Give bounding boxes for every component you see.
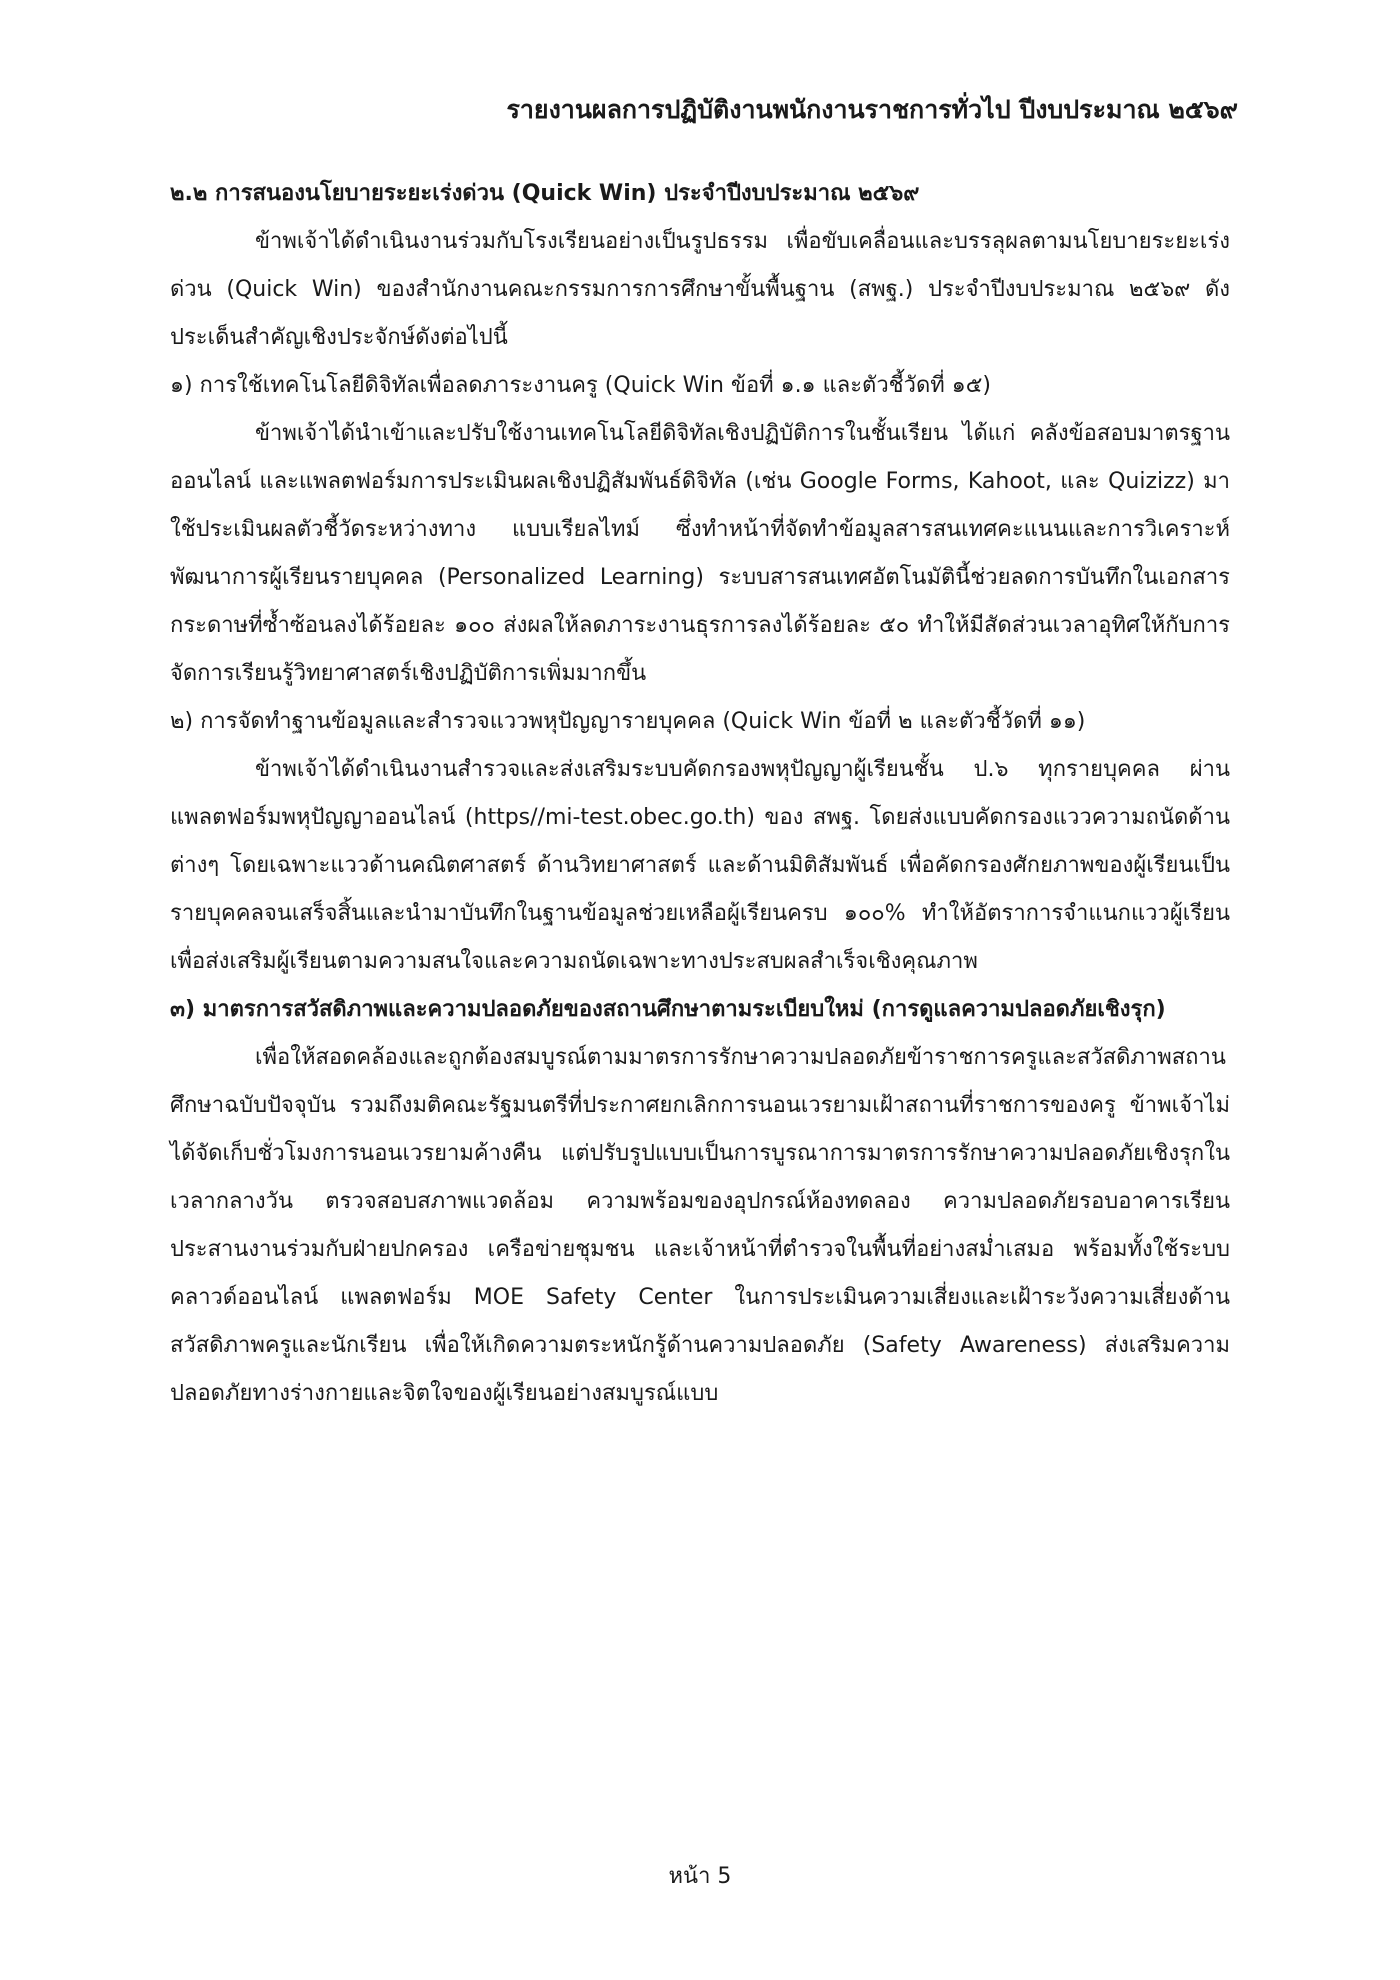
item-3-body: เพื่อให้สอดคล้องและถูกต้องสมบูรณ์ตามมาตรการรักษาความปลอดภัยข้าราชการครูและสวัสดิภาพสถานศึกษาฉบับปัจจุบัน รวมถึงมติคณะรัฐมนตรีที่ประกาศยกเลิกการนอนเวรยามเฝ้าสถานที่ราชการของครู ข้าพเจ้าไม่ได้จัดเก็บชั่วโมงการนอนเวรยามค้างคืน แต่ปรับรูปแบบเป็นการบูรณาการมาตรการรักษาความปลอดภัยเชิงรุกในเวลากลางวัน ตรวจสอบสภาพแวดล้อม ความพร้อมของอุปกรณ์ห้องทดลอง ความปลอดภัยรอบอาคารเรียน ประสานงานร่วมกับฝ่ายปกครอง เครือข่ายชุมชน และเจ้าหน้าที่ตำรวจในพื้นที่อย่างสม่ำเสมอ พร้อมทั้งใช้ระบบคลาวด์ออนไลน์ แพลตฟอร์ม MOE Safety Center ในการประเมินความเสี่ยงและเฝ้าระวังความเสี่ยงด้านสวัสดิภาพครูและนักเรียน เพื่อให้เกิดความตระหนักรู้ด้านความปลอดภัย (Safety Awareness) ส่งเสริมความปลอดภัยทางร่างกายและจิตใจของผู้เรียนอย่างสมบูรณ์แบบ xyxy=(170,1045,1230,1406)
intro-paragraph: ข้าพเจ้าได้ดำเนินงานร่วมกับโรงเรียนอย่างเป็นรูปธรรม เพื่อขับเคลื่อนและบรรลุผลตามนโยบายระยะเร่งด่วน (Quick Win) ของสำนักงานคณะกรรมการการศึกษาขั้นพื้นฐาน (สพฐ.) ประจำปีงบประมาณ ๒๕๖๙ ดังประเด็นสำคัญเชิงประจักษ์ดังต่อไปนี้ xyxy=(170,229,1230,350)
page-number: หน้า 5 xyxy=(668,1864,732,1889)
item-2-title: ๒) การจัดทำฐานข้อมูลและสำรวจแววพหุปัญญารายบุคคล (Quick Win ข้อที่ ๒ และตัวชี้วัดที่ ๑๑) xyxy=(170,709,1086,734)
running-header: รายงานผลการปฏิบัติงานพนักงานราชการทั่วไป ปีงบประมาณ ๒๕๖๙ xyxy=(506,95,1238,124)
item-2-body: ข้าพเจ้าได้ดำเนินงานสำรวจและส่งเสริมระบบคัดกรองพหุปัญญาผู้เรียนชั้น ป.๖ ทุกรายบุคคล ผ่านแพลตฟอร์มพหุปัญญาออนไลน์ (https//mi-test.obec.go.th) ของ สพฐ. โดยส่งแบบคัดกรองแววความถนัดด้านต่างๆ โดยเฉพาะแววด้านคณิตศาสตร์ ด้านวิทยาศาสตร์ และด้านมิติสัมพันธ์ เพื่อคัดกรองศักยภาพของผู้เรียนเป็นรายบุคคลจนเสร็จสิ้นและนำมาบันทึกในฐานข้อมูลช่วยเหลือผู้เรียนครบ ๑๐๐% ทำให้อัตราการจำแนกแววผู้เรียนเพื่อส่งเสริมผู้เรียนตามความสนใจและความถนัดเฉพาะทางประสบผลสำเร็จเชิงคุณภาพ xyxy=(170,757,1230,974)
item-1-body: ข้าพเจ้าได้นำเข้าและปรับใช้งานเทคโนโลยีดิจิทัลเชิงปฏิบัติการในชั้นเรียน ได้แก่ คลังข้อสอบมาตรฐานออนไลน์ และแพลตฟอร์มการประเมินผลเชิงปฏิสัมพันธ์ดิจิทัล (เช่น Google Forms, Kahoot, และ Quizizz) มาใช้ประเมินผลตัวชี้วัดระหว่างทาง แบบเรียลไทม์ ซึ่งทำหน้าที่จัดทำข้อมูลสารสนเทศคะแนนและการวิเคราะห์พัฒนาการผู้เรียนรายบุคคล (Personalized Learning) ระบบสารสนเทศอัตโนมัตินี้ช่วยลดการบันทึกในเอกสารกระดาษที่ซ้ำซ้อนลงได้ร้อยละ ๑๐๐ ส่งผลให้ลดภาระงานธุรการลงได้ร้อยละ ๕๐ ทำให้มีสัดส่วนเวลาอุทิศให้กับการจัดการเรียนรู้วิทยาศาสตร์เชิงปฏิบัติการเพิ่มมากขึ้น xyxy=(170,421,1230,686)
section-heading: ๒.๒ การสนองนโยบายระยะเร่งด่วน (Quick Win) ประจำปีงบประมาณ ๒๕๖๙ xyxy=(170,181,920,206)
item-3-title: ๓) มาตรการสวัสดิภาพและความปลอดภัยของสถานศึกษาตามระเบียบใหม่ (การดูแลความปลอดภัยเชิงรุก) xyxy=(170,997,1166,1022)
document-body xyxy=(170,170,1230,1418)
item-1-title: ๑) การใช้เทคโนโลยีดิจิทัลเพื่อลดภาระงานครู (Quick Win ข้อที่ ๑.๑ และตัวชี้วัดที่ ๑๕) xyxy=(170,373,991,398)
